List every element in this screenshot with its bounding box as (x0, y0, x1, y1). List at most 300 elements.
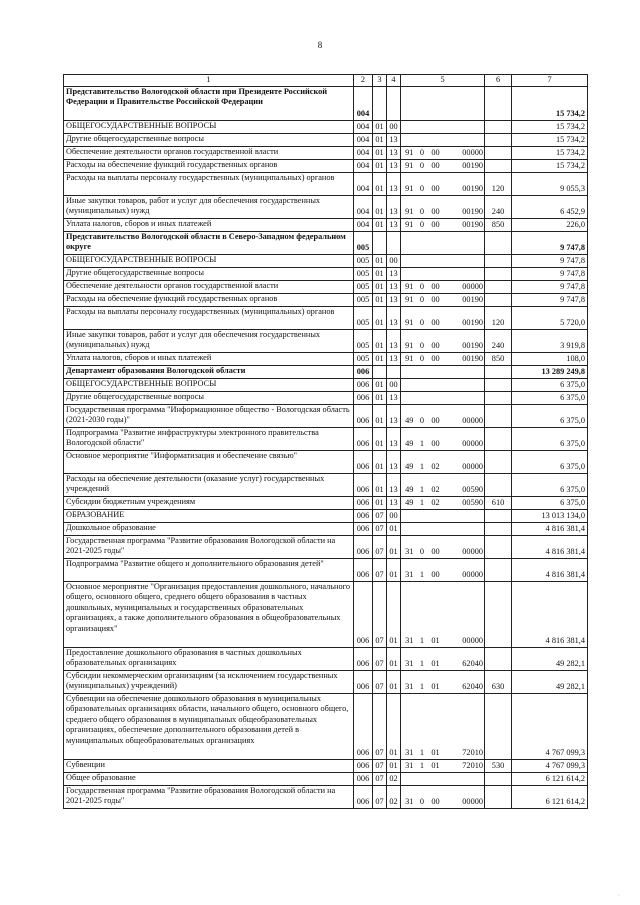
row-pr: 13 (387, 133, 401, 146)
row-csr-direction: 00190 (445, 218, 485, 231)
row-csr-program: 49 (401, 404, 418, 427)
row-rz: 01 (373, 133, 387, 146)
row-csr-program (401, 365, 418, 378)
row-name: Обеспечение деятельности органов государственной власти (64, 280, 354, 293)
row-csr-program (401, 133, 418, 146)
row-pr: 13 (387, 267, 401, 280)
header-row (64, 75, 588, 87)
page-number: 8 (317, 40, 323, 50)
row-csr-subprogram: 1 (418, 647, 427, 670)
row-sum: 5 720,0 (512, 306, 588, 329)
row-csr-direction (445, 267, 485, 280)
row-csr-event (427, 391, 445, 404)
row-csr-event: 00 (427, 352, 445, 365)
row-name: Другие общегосударственные вопросы (64, 391, 354, 404)
table-row (64, 391, 588, 404)
row-pr: 13 (387, 496, 401, 509)
row-csr-subprogram (418, 391, 427, 404)
row-csr-direction: 00590 (445, 473, 485, 496)
row-ved: 004 (354, 86, 373, 120)
row-name: Подпрограмма "Развитие инфраструктуры электронного правительства Вологодской области" (64, 427, 354, 450)
row-csr-event (427, 254, 445, 267)
row-pr (387, 86, 401, 120)
row-vr: 120 (485, 306, 512, 329)
row-sum: 49 282,1 (512, 647, 588, 670)
row-csr-subprogram: 1 (418, 558, 427, 581)
row-ved: 004 (354, 120, 373, 133)
row-pr: 01 (387, 558, 401, 581)
row-name: Субвенции на обеспечение дошкольного образования в муниципальных образовательных организациях области, начального общего, основного общего, среднего общего образования в муниципальных общеобразовательных организациях, обеспечение дополнительного образования детей в муниципальных общеобразовательных организациях (64, 693, 354, 759)
row-rz: 07 (373, 535, 387, 558)
row-sum: 6 375,0 (512, 450, 588, 473)
row-sum: 4 816 381,4 (512, 535, 588, 558)
row-ved: 006 (354, 496, 373, 509)
row-name: Основное мероприятие "Информатизация и обеспечение связью" (64, 450, 354, 473)
row-vr (485, 427, 512, 450)
row-csr-event: 00 (427, 172, 445, 195)
table-row (64, 473, 588, 496)
table-row (64, 772, 588, 785)
row-csr-direction (445, 120, 485, 133)
row-pr: 01 (387, 759, 401, 772)
row-csr-direction (445, 133, 485, 146)
row-csr-program: 49 (401, 473, 418, 496)
row-csr-direction: 72010 (445, 759, 485, 772)
row-csr-program: 49 (401, 496, 418, 509)
row-csr-event (427, 522, 445, 535)
row-csr-event: 00 (427, 146, 445, 159)
row-csr-subprogram (418, 133, 427, 146)
row-csr-direction (445, 391, 485, 404)
row-csr-program (401, 509, 418, 522)
row-csr-subprogram: 0 (418, 146, 427, 159)
row-pr: 00 (387, 509, 401, 522)
row-csr-program: 31 (401, 785, 418, 808)
row-ved: 004 (354, 146, 373, 159)
row-name: Расходы на обеспечение функций государственных органов (64, 293, 354, 306)
row-sum: 6 375,0 (512, 473, 588, 496)
row-csr-subprogram (418, 378, 427, 391)
row-csr-event: 00 (427, 280, 445, 293)
row-pr: 13 (387, 146, 401, 159)
row-pr: 13 (387, 306, 401, 329)
row-csr-direction: 00000 (445, 427, 485, 450)
row-name: Предоставление дошкольного образования в частных дошкольных образовательных организациях (64, 647, 354, 670)
row-csr-program: 91 (401, 159, 418, 172)
row-csr-direction: 00190 (445, 172, 485, 195)
table-row (64, 693, 588, 759)
row-sum: 49 282,1 (512, 670, 588, 693)
row-ved: 006 (354, 365, 373, 378)
row-ved: 006 (354, 785, 373, 808)
row-pr (387, 365, 401, 378)
row-csr-event: 01 (427, 581, 445, 647)
row-pr (387, 231, 401, 254)
row-csr-direction (445, 378, 485, 391)
row-sum: 13 013 134,0 (512, 509, 588, 522)
row-vr (485, 581, 512, 647)
row-csr-direction: 62040 (445, 647, 485, 670)
row-ved: 006 (354, 522, 373, 535)
row-rz: 01 (373, 450, 387, 473)
row-pr: 13 (387, 450, 401, 473)
corner-mark: · (618, 893, 620, 899)
table-row (64, 146, 588, 159)
row-csr-event (427, 231, 445, 254)
row-csr-subprogram: 0 (418, 404, 427, 427)
row-rz: 07 (373, 693, 387, 759)
row-rz: 07 (373, 509, 387, 522)
header-col-rz: 3 (373, 75, 387, 87)
row-name: Дошкольное образование (64, 522, 354, 535)
row-name: Иные закупки товаров, работ и услуг для обеспечения государственных (муниципальных) нужд (64, 195, 354, 218)
row-csr-direction (445, 254, 485, 267)
row-pr: 13 (387, 329, 401, 352)
row-vr (485, 231, 512, 254)
row-name: Основное мероприятие "Организация предоставления дошкольного, начального общего, основного общего, среднего общего образования в частных дошкольных, муниципальных и государственных образовательных организациях, а также дополнительного образования в общеобразовательных организациях" (64, 581, 354, 647)
row-rz (373, 365, 387, 378)
row-pr: 02 (387, 785, 401, 808)
row-csr-subprogram: 0 (418, 785, 427, 808)
row-rz: 07 (373, 522, 387, 535)
row-rz: 01 (373, 293, 387, 306)
row-ved: 005 (354, 254, 373, 267)
row-ved: 006 (354, 558, 373, 581)
row-csr-direction: 00190 (445, 293, 485, 306)
row-rz: 07 (373, 785, 387, 808)
row-pr: 01 (387, 535, 401, 558)
row-csr-subprogram: 0 (418, 329, 427, 352)
table-row (64, 670, 588, 693)
header-col-sum: 7 (512, 75, 588, 87)
row-name: Государственная программа "Развитие образования Вологодской области на 2021-2025 годы" (64, 535, 354, 558)
row-rz: 01 (373, 267, 387, 280)
row-ved: 004 (354, 172, 373, 195)
row-csr-subprogram: 1 (418, 581, 427, 647)
row-csr-direction (445, 522, 485, 535)
row-csr-subprogram: 1 (418, 496, 427, 509)
row-vr: 120 (485, 172, 512, 195)
row-csr-program (401, 231, 418, 254)
row-csr-event (427, 133, 445, 146)
row-name: Субсидии бюджетным учреждениям (64, 496, 354, 509)
row-sum: 4 816 381,4 (512, 522, 588, 535)
row-csr-event: 02 (427, 450, 445, 473)
row-csr-program: 91 (401, 146, 418, 159)
row-csr-subprogram: 1 (418, 693, 427, 759)
row-csr-subprogram (418, 254, 427, 267)
row-sum: 6 452,9 (512, 195, 588, 218)
row-vr (485, 785, 512, 808)
row-csr-program: 31 (401, 670, 418, 693)
row-csr-event: 01 (427, 670, 445, 693)
row-vr (485, 133, 512, 146)
row-csr-direction (445, 86, 485, 120)
row-rz: 07 (373, 647, 387, 670)
table-row (64, 352, 588, 365)
row-csr-subprogram: 0 (418, 535, 427, 558)
table-row (64, 195, 588, 218)
row-csr-subprogram (418, 231, 427, 254)
table-row (64, 293, 588, 306)
row-csr-program (401, 522, 418, 535)
row-csr-program: 91 (401, 218, 418, 231)
row-rz: 07 (373, 772, 387, 785)
table-row (64, 522, 588, 535)
row-rz: 01 (373, 427, 387, 450)
row-csr-direction: 62040 (445, 670, 485, 693)
row-vr (485, 450, 512, 473)
row-name: Департамент образования Вологодской области (64, 365, 354, 378)
row-ved: 004 (354, 159, 373, 172)
row-csr-direction: 00000 (445, 558, 485, 581)
row-ved: 006 (354, 693, 373, 759)
row-vr (485, 473, 512, 496)
row-csr-event (427, 86, 445, 120)
row-sum: 15 734,2 (512, 133, 588, 146)
row-csr-direction: 00000 (445, 785, 485, 808)
row-csr-program: 91 (401, 280, 418, 293)
row-rz: 01 (373, 172, 387, 195)
row-vr (485, 293, 512, 306)
row-pr: 00 (387, 254, 401, 267)
table-row (64, 159, 588, 172)
row-ved: 004 (354, 218, 373, 231)
row-rz: 01 (373, 378, 387, 391)
row-csr-event (427, 120, 445, 133)
row-csr-subprogram: 0 (418, 195, 427, 218)
budget-table-body (64, 75, 588, 809)
row-sum: 4 816 381,4 (512, 581, 588, 647)
table-row (64, 231, 588, 254)
row-rz: 01 (373, 391, 387, 404)
row-sum: 15 734,2 (512, 159, 588, 172)
row-rz (373, 86, 387, 120)
row-csr-program: 31 (401, 581, 418, 647)
row-csr-event: 00 (427, 785, 445, 808)
row-ved: 006 (354, 378, 373, 391)
row-pr: 01 (387, 647, 401, 670)
table-row (64, 306, 588, 329)
row-rz: 07 (373, 759, 387, 772)
row-sum: 4 816 381,4 (512, 558, 588, 581)
row-name: Уплата налогов, сборов и иных платежей (64, 218, 354, 231)
row-rz: 01 (373, 195, 387, 218)
table-row (64, 267, 588, 280)
row-csr-subprogram: 0 (418, 306, 427, 329)
row-csr-event: 00 (427, 293, 445, 306)
row-csr-subprogram: 1 (418, 670, 427, 693)
table-row (64, 785, 588, 808)
row-vr: 610 (485, 496, 512, 509)
table-row (64, 450, 588, 473)
row-vr: 850 (485, 218, 512, 231)
row-name: ОБЩЕГОСУДАРСТВЕННЫЕ ВОПРОСЫ (64, 254, 354, 267)
row-vr (485, 254, 512, 267)
table-row (64, 558, 588, 581)
row-pr: 13 (387, 391, 401, 404)
row-sum: 15 734,2 (512, 146, 588, 159)
row-csr-subprogram: 1 (418, 427, 427, 450)
row-name: Представительство Вологодской области в Северо-Западном федеральном округе (64, 231, 354, 254)
row-name: Подпрограмма "Развитие общего и дополнительного образования детей" (64, 558, 354, 581)
row-csr-direction: 00000 (445, 404, 485, 427)
row-rz: 01 (373, 218, 387, 231)
row-csr-event: 01 (427, 759, 445, 772)
row-rz: 01 (373, 496, 387, 509)
row-csr-direction: 72010 (445, 693, 485, 759)
table-row (64, 133, 588, 146)
row-vr (485, 86, 512, 120)
row-csr-subprogram: 0 (418, 293, 427, 306)
budget-table (63, 74, 588, 809)
table-row (64, 404, 588, 427)
row-sum: 4 767 099,3 (512, 759, 588, 772)
table-row (64, 759, 588, 772)
row-ved: 006 (354, 759, 373, 772)
row-ved: 005 (354, 352, 373, 365)
row-pr: 13 (387, 473, 401, 496)
row-csr-direction: 00190 (445, 306, 485, 329)
header-col-vr: 6 (485, 75, 512, 87)
row-csr-direction: 00190 (445, 329, 485, 352)
row-rz: 01 (373, 352, 387, 365)
header-col-ved: 2 (354, 75, 373, 87)
row-rz: 07 (373, 558, 387, 581)
row-sum: 6 375,0 (512, 427, 588, 450)
row-rz (373, 231, 387, 254)
row-ved: 005 (354, 329, 373, 352)
row-csr-subprogram: 0 (418, 352, 427, 365)
row-ved: 006 (354, 535, 373, 558)
row-name: Расходы на выплаты персоналу государственных (муниципальных) органов (64, 172, 354, 195)
row-csr-direction: 00000 (445, 146, 485, 159)
row-csr-program: 31 (401, 558, 418, 581)
row-csr-event (427, 772, 445, 785)
row-vr (485, 535, 512, 558)
table-row (64, 365, 588, 378)
row-sum: 9 747,8 (512, 293, 588, 306)
row-csr-subprogram: 1 (418, 759, 427, 772)
row-ved: 006 (354, 509, 373, 522)
row-ved: 006 (354, 670, 373, 693)
row-rz: 01 (373, 146, 387, 159)
row-sum: 13 289 249,8 (512, 365, 588, 378)
row-name: Обеспечение деятельности органов государственной власти (64, 146, 354, 159)
row-name: ОБЩЕГОСУДАРСТВЕННЫЕ ВОПРОСЫ (64, 120, 354, 133)
row-csr-program (401, 267, 418, 280)
row-csr-subprogram: 1 (418, 473, 427, 496)
row-name: Уплата налогов, сборов и иных платежей (64, 352, 354, 365)
row-csr-subprogram (418, 522, 427, 535)
row-rz: 01 (373, 306, 387, 329)
row-csr-subprogram (418, 86, 427, 120)
row-pr: 13 (387, 159, 401, 172)
row-vr: 850 (485, 352, 512, 365)
header-col-csr: 5 (401, 75, 485, 87)
row-csr-direction: 00000 (445, 581, 485, 647)
row-csr-program: 49 (401, 427, 418, 450)
row-pr: 02 (387, 772, 401, 785)
row-vr (485, 159, 512, 172)
row-rz: 01 (373, 254, 387, 267)
row-csr-direction: 00000 (445, 280, 485, 293)
row-csr-event: 00 (427, 558, 445, 581)
row-csr-program: 91 (401, 293, 418, 306)
row-csr-direction (445, 365, 485, 378)
row-ved: 005 (354, 231, 373, 254)
row-name: Субсидии некоммерческим организациям (за исключением государственных (муниципальных) учреждений) (64, 670, 354, 693)
row-csr-program: 31 (401, 693, 418, 759)
row-csr-subprogram (418, 120, 427, 133)
row-csr-subprogram: 0 (418, 218, 427, 231)
row-vr (485, 391, 512, 404)
row-sum: 6 375,0 (512, 378, 588, 391)
row-rz: 01 (373, 120, 387, 133)
row-vr: 240 (485, 329, 512, 352)
row-name: Иные закупки товаров, работ и услуг для обеспечения государственных (муниципальных) нужд (64, 329, 354, 352)
row-ved: 006 (354, 404, 373, 427)
row-ved: 006 (354, 581, 373, 647)
row-ved: 006 (354, 473, 373, 496)
row-ved: 006 (354, 391, 373, 404)
table-row (64, 647, 588, 670)
row-vr (485, 522, 512, 535)
row-csr-direction: 00000 (445, 535, 485, 558)
row-csr-event: 00 (427, 306, 445, 329)
row-csr-event (427, 267, 445, 280)
row-csr-event: 00 (427, 329, 445, 352)
row-sum: 9 055,3 (512, 172, 588, 195)
row-name: Другие общегосударственные вопросы (64, 133, 354, 146)
row-csr-program (401, 86, 418, 120)
table-row (64, 172, 588, 195)
row-ved: 006 (354, 772, 373, 785)
row-csr-event: 00 (427, 427, 445, 450)
row-name: Представительство Вологодской области при Президенте Российской Федерации и Правительстве Российской Федерации (64, 86, 354, 120)
row-csr-program: 91 (401, 306, 418, 329)
row-csr-event: 00 (427, 218, 445, 231)
row-csr-event (427, 378, 445, 391)
row-csr-program: 91 (401, 195, 418, 218)
row-csr-subprogram (418, 772, 427, 785)
row-ved: 005 (354, 267, 373, 280)
row-sum: 6 121 614,2 (512, 772, 588, 785)
row-name: Субвенции (64, 759, 354, 772)
row-ved: 004 (354, 133, 373, 146)
row-rz: 07 (373, 581, 387, 647)
row-pr: 13 (387, 195, 401, 218)
row-vr (485, 365, 512, 378)
row-csr-program (401, 378, 418, 391)
row-vr (485, 558, 512, 581)
row-vr (485, 378, 512, 391)
row-csr-direction: 00590 (445, 496, 485, 509)
row-pr: 13 (387, 218, 401, 231)
row-pr: 01 (387, 693, 401, 759)
row-csr-event: 01 (427, 647, 445, 670)
row-rz: 01 (373, 329, 387, 352)
table-row (64, 535, 588, 558)
row-csr-event: 00 (427, 535, 445, 558)
row-vr (485, 267, 512, 280)
row-csr-program: 91 (401, 352, 418, 365)
row-csr-direction: 00000 (445, 450, 485, 473)
row-vr (485, 120, 512, 133)
row-csr-program: 31 (401, 759, 418, 772)
row-sum: 15 734,2 (512, 120, 588, 133)
row-ved: 005 (354, 293, 373, 306)
